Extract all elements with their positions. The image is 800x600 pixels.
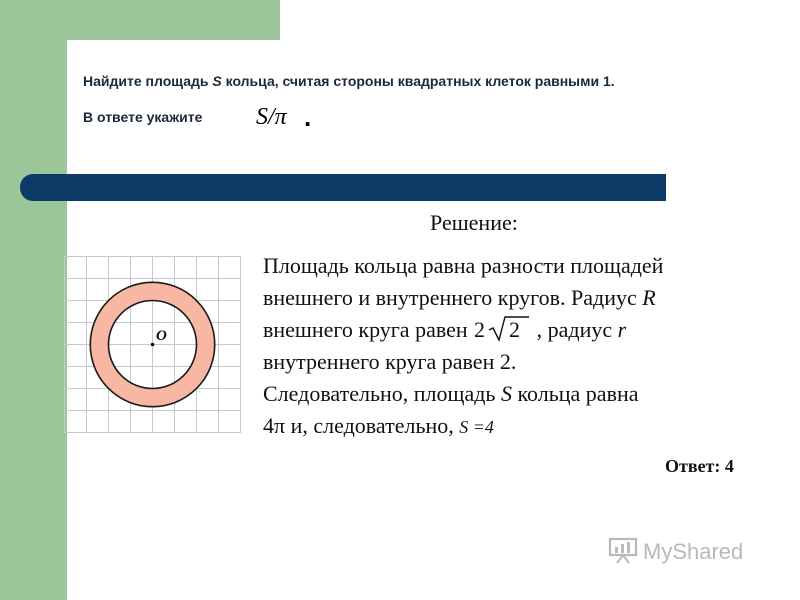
sqrt-symbol-svg: [473, 315, 531, 343]
variable-inner-radius: r: [617, 317, 627, 342]
problem-variable-s: S: [212, 73, 222, 89]
solution-line-5: [263, 378, 763, 410]
solution-text-5a: Следовательно, площадь: [263, 381, 501, 406]
solution-line-3: [263, 314, 763, 346]
center-point: [151, 343, 155, 347]
green-top-panel: [0, 0, 280, 40]
problem-text-end: кольца, считая стороны квадратных клеток равными 1.: [221, 73, 615, 89]
solution-text-4: внутреннего круга равен 2.: [263, 349, 517, 374]
solution-text-2: внешнего и внутреннего кругов. Радиус: [263, 285, 643, 310]
solution-text-3b: , радиус: [531, 317, 618, 342]
center-label: O: [156, 328, 167, 344]
ring-grid-svg: [64, 256, 244, 436]
watermark-text: MyShared: [643, 539, 744, 564]
formula-s-over-pi: S/π: [256, 104, 287, 130]
presentation-board-icon: [607, 536, 639, 570]
watermark: [607, 536, 743, 570]
solution-text: [263, 250, 763, 442]
problem-statement: [83, 73, 615, 89]
solution-text-1: Площадь кольца равна разности площадей: [263, 253, 664, 278]
result-formula: S =4: [459, 417, 494, 437]
sqrt-formula: [473, 315, 531, 343]
variable-outer-radius: R: [642, 285, 656, 310]
solution-line-1: [263, 250, 763, 282]
solution-text-5b: кольца равна: [511, 381, 639, 406]
solution-text-6: 4π и, следовательно,: [263, 413, 460, 438]
green-side-panel: [0, 0, 67, 600]
radius-coefficient: 2: [474, 317, 486, 342]
problem-text-start: Найдите площадь: [83, 73, 213, 89]
variable-area: S: [500, 381, 512, 406]
divider-bar: [20, 174, 666, 201]
solution-line-2: [263, 282, 763, 314]
answer-instruction: В ответе укажите: [83, 109, 203, 125]
ring-figure: [64, 256, 244, 441]
formula-period: .: [304, 102, 312, 132]
solution-heading: Решение:: [430, 210, 518, 235]
solution-text-3a: внешнего круга равен: [263, 317, 474, 342]
final-answer: Ответ: 4: [665, 456, 734, 476]
solution-line-4: [263, 346, 763, 378]
radicand: 2: [509, 317, 521, 342]
solution-line-6: [263, 410, 763, 442]
